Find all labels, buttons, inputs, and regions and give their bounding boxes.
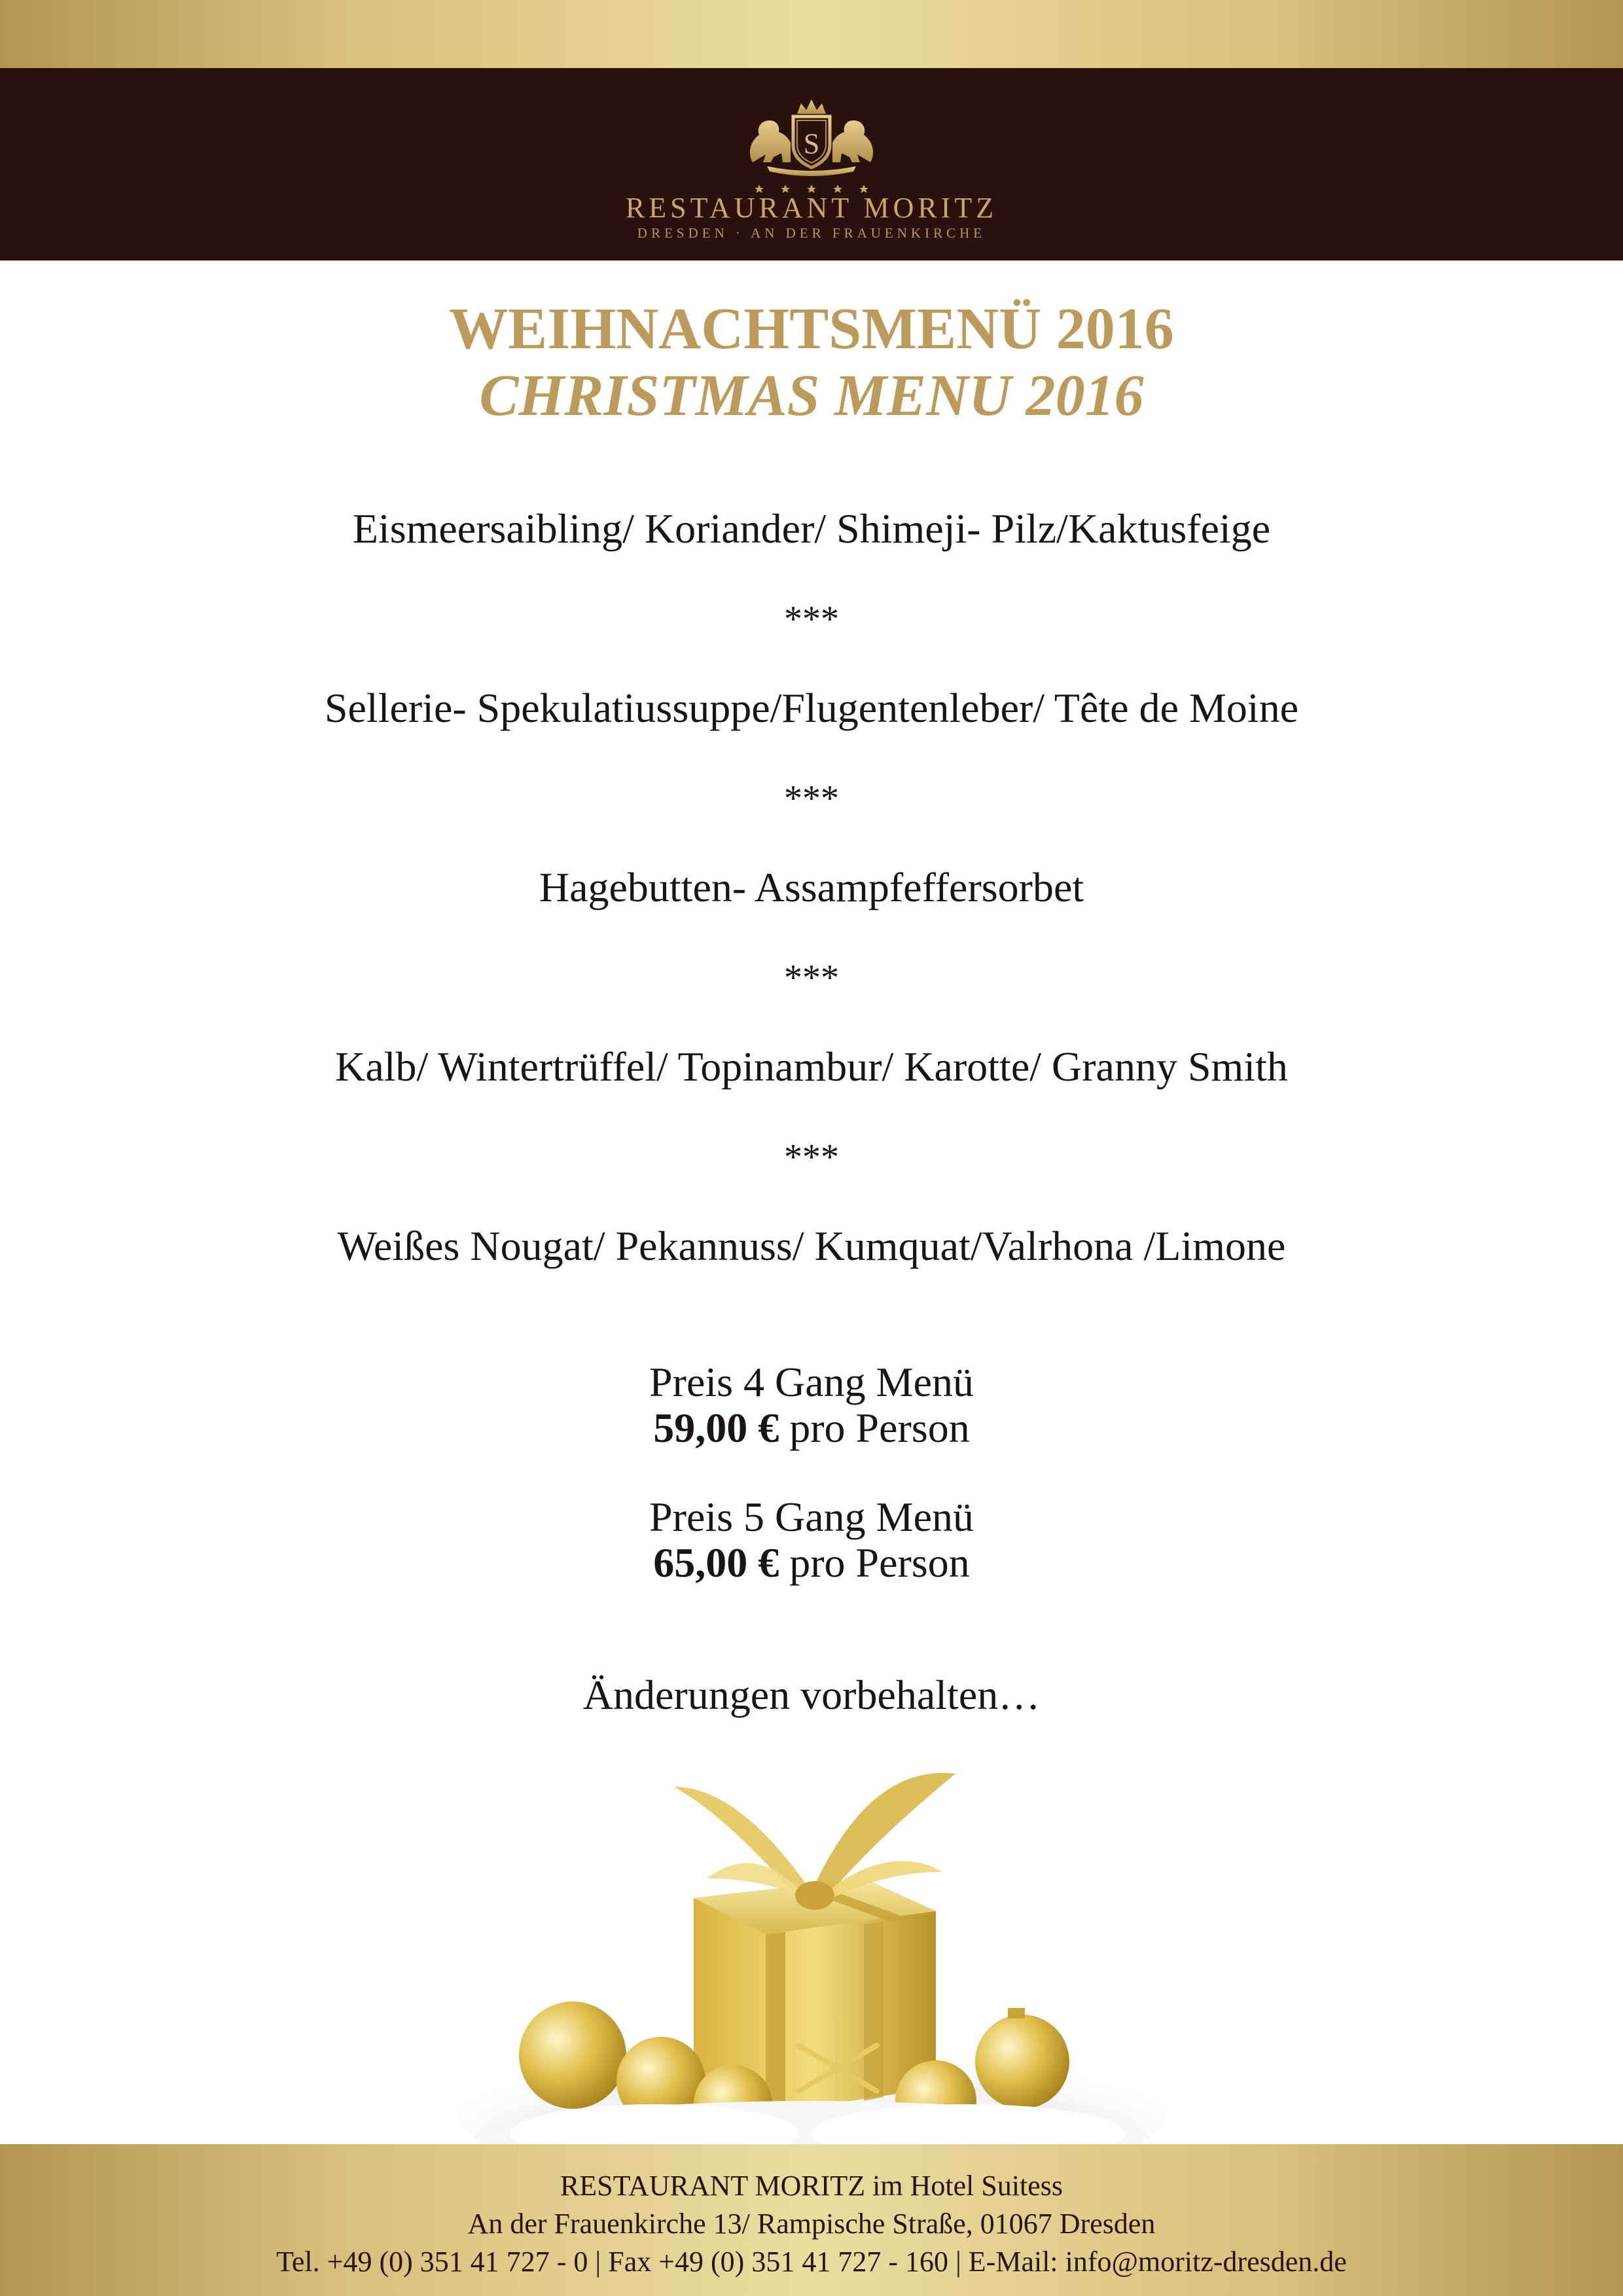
top-gold-band [0,0,1623,68]
gold-gift-illustration [458,1748,1165,2147]
course-1: Eismeersaibling/ Koriander/ Shimeji- Pilz/Kaktusfeige [352,505,1271,552]
footer-contact: Tel. +49 (0) 351 41 727 - 0 | Fax +49 (0) 351 41 727 - 160 | E-Mail: info@moritz-dresden.de [276,2246,1347,2278]
course-4: Kalb/ Wintertrüffel/ Topinambur/ Karotte/ Granny Smith [335,1043,1288,1090]
course-separator: *** [784,778,839,819]
header-banner [0,68,1623,260]
price-unit: pro Person [789,1539,970,1586]
price-5-course-value: 65,00 € [653,1539,779,1586]
menu-title-german: WEIHNACHTSMENÜ 2016 [449,296,1174,361]
footer-band [0,2144,1623,2296]
course-separator: *** [784,958,839,998]
footer-address: An der Frauenkirche 13/ Rampische Straße, 01067 Dresden [467,2208,1156,2240]
price-unit: pro Person [789,1405,970,1451]
price-5-course-label: Preis 5 Gang Menü [649,1494,974,1540]
price-4-course-label: Preis 4 Gang Menü [649,1359,974,1405]
menu-title-english: CHRISTMAS MENU 2016 [479,363,1144,428]
course-2: Sellerie- Spekulatiussuppe/Flugentenleber/ Tête de Moine [324,685,1299,731]
restaurant-location: DRESDEN · AN DER FRAUENKIRCHE [637,225,986,241]
changes-reserved-note: Änderungen vorbehalten… [582,1672,1041,1718]
price-4-course-amount [0,1407,1623,1449]
footer-restaurant: RESTAURANT MORITZ im Hotel Suitess [560,2170,1063,2202]
course-separator: *** [784,599,839,639]
price-5-course-amount [0,1539,1623,1586]
restaurant-name: RESTAURANT MORITZ [625,192,998,224]
course-separator: *** [784,1137,839,1177]
price-4-course-value: 59,00 € [653,1405,779,1451]
restaurant-crest-logo [741,94,882,192]
course-3: Hagebutten- Assampfeffersorbet [539,864,1084,910]
course-5: Weißes Nougat/ Pekannuss/ Kumquat/Valrhona /Limone [337,1223,1286,1269]
svg-text:S: S [803,128,820,160]
